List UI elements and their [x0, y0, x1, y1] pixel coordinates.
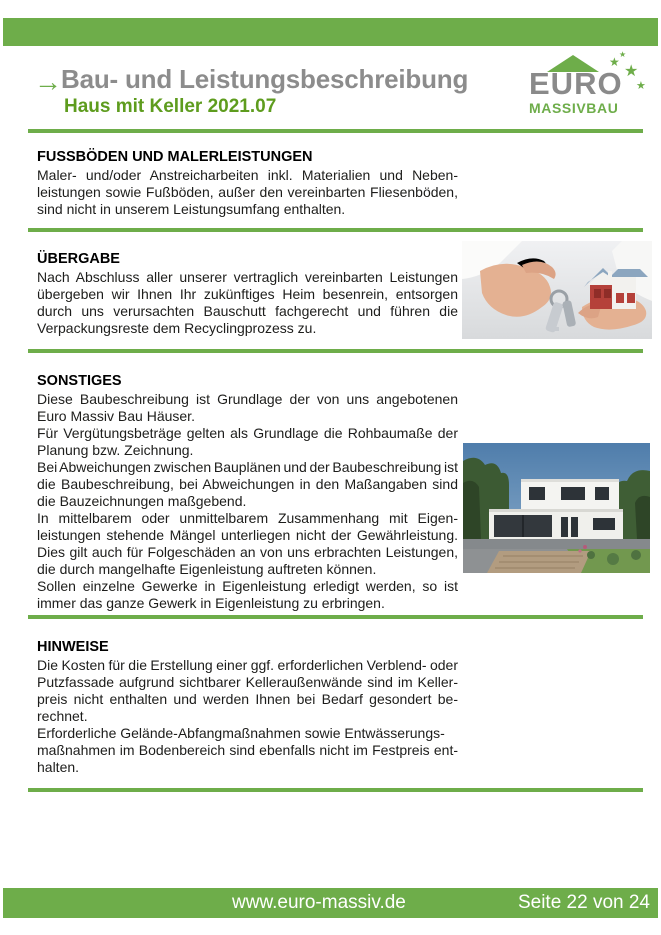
star-icon: ★ [636, 80, 646, 92]
divider-rule [28, 615, 643, 619]
arrow-icon: → [34, 66, 62, 97]
body-line: immer das ganze Gewerk in Eigenleistung zu erbringen. [37, 595, 385, 611]
body-line: übergeben wir Ihnen Ihr zukünftiges Heim besenrein, entsorgen [37, 286, 458, 302]
section-body [37, 269, 458, 337]
body-line: leistungen stehende Mängel unterliegen nicht der Gewährleistung. [37, 527, 458, 543]
divider-rule [28, 788, 643, 792]
body-line: maßnahmen im Bodenbereich sind ebenfalls nicht im Festpreis ent- [37, 742, 458, 758]
body-line: die Baubeschreibung, bei Abweichungen in den Maßangaben sind [37, 476, 458, 492]
star-icon: ★ [624, 63, 639, 80]
footer-website: www.euro-massiv.de [232, 892, 406, 913]
body-line: Diese Baubeschreibung ist Grundlage der von uns angebotenen [37, 391, 458, 407]
body-line: sind nicht in unserem Leistungsumfang enthalten. [37, 201, 346, 217]
body-line: Für Vergütungsbeträge gelten als Grundlage die Rohbaumaße der [37, 425, 458, 441]
body-line: halten. [37, 759, 80, 775]
section-body [37, 657, 458, 776]
handover-photo [462, 241, 652, 339]
section-heading: SONSTIGES [37, 373, 122, 389]
section-heading: HINWEISE [37, 639, 109, 655]
body-line: Sollen einzelne Gewerke in Eigenleistung erledigt werden, so ist [37, 578, 458, 594]
body-line: durch uns verursachten Bauschutt fachgerecht und führen die [37, 303, 458, 319]
divider-rule [28, 129, 643, 133]
body-line: rechnet. [37, 708, 88, 724]
body-line: Maler- und/oder Anstreicharbeiten inkl. Materialien und Neben- [37, 167, 458, 183]
body-line: Verpackungsreste dem Recyclingprozess zu. [37, 320, 317, 336]
divider-rule [28, 349, 643, 353]
body-line: Planung bzw. Zeichnung. [37, 442, 194, 458]
section-heading: ÜBERGABE [37, 251, 120, 267]
body-line: Dies gilt auch für Folgeschäden an von uns erbrachten Leistungen, [37, 544, 458, 560]
body-line: Bei Abweichungen zwischen Bauplänen und der Baubeschreibung ist [37, 459, 458, 475]
body-line: leistungen sowie Fußböden, außer den vereinbarten Fliesenböden, [37, 184, 458, 200]
footer-bar [3, 888, 658, 918]
star-icon: ★ [609, 55, 620, 69]
footer-page-label: Seite 22 von 24 [517, 892, 650, 913]
euro-massivbau-logo [503, 50, 655, 120]
logo-word-massivbau: MASSIVBAU [529, 100, 619, 116]
body-line: Die Kosten für die Erstellung einer ggf. erforderlichen Verblend- oder [37, 657, 458, 673]
body-line: preis nicht enthalten und werden Ihnen bei Bedarf gesondert be- [37, 691, 458, 707]
section-body [37, 391, 458, 612]
body-line: Euro Massiv Bau Häuser. [37, 408, 195, 424]
body-line: die Bauzeichnungen maßgebend. [37, 493, 247, 509]
page-title: Bau- und Leistungsbeschreibung [61, 64, 469, 94]
body-line: In mittelbarem oder unmittelbarem Zusammenhang mit Eigen- [37, 510, 458, 526]
section-body [37, 167, 458, 218]
section-uebergabe [37, 251, 458, 337]
house-photo [463, 443, 650, 573]
divider-rule [28, 228, 643, 232]
top-green-bar [3, 18, 658, 46]
logo-word-euro: EURO [529, 66, 623, 101]
section-fussboeden [37, 149, 458, 218]
page-subtitle: Haus mit Keller 2021.07 [64, 96, 277, 117]
section-hinweise [37, 639, 458, 776]
star-icon: ★ [619, 50, 627, 59]
body-line: Nach Abschluss aller unserer vertraglich vereinbarten Leistungen [37, 269, 458, 285]
body-line: die durch mangelhafte Eigenleistung auftreten können. [37, 561, 377, 577]
section-sonstiges [37, 373, 458, 612]
body-line: Putzfassade aufgrund sichtbarer Kelleraußenwände sind im Keller- [37, 674, 458, 690]
body-line: Erforderliche Gelände-Abfangmaßnahmen sowie Entwässerungs- [37, 725, 445, 741]
section-heading: FUSSBÖDEN UND MALERLEISTUNGEN [37, 149, 313, 165]
